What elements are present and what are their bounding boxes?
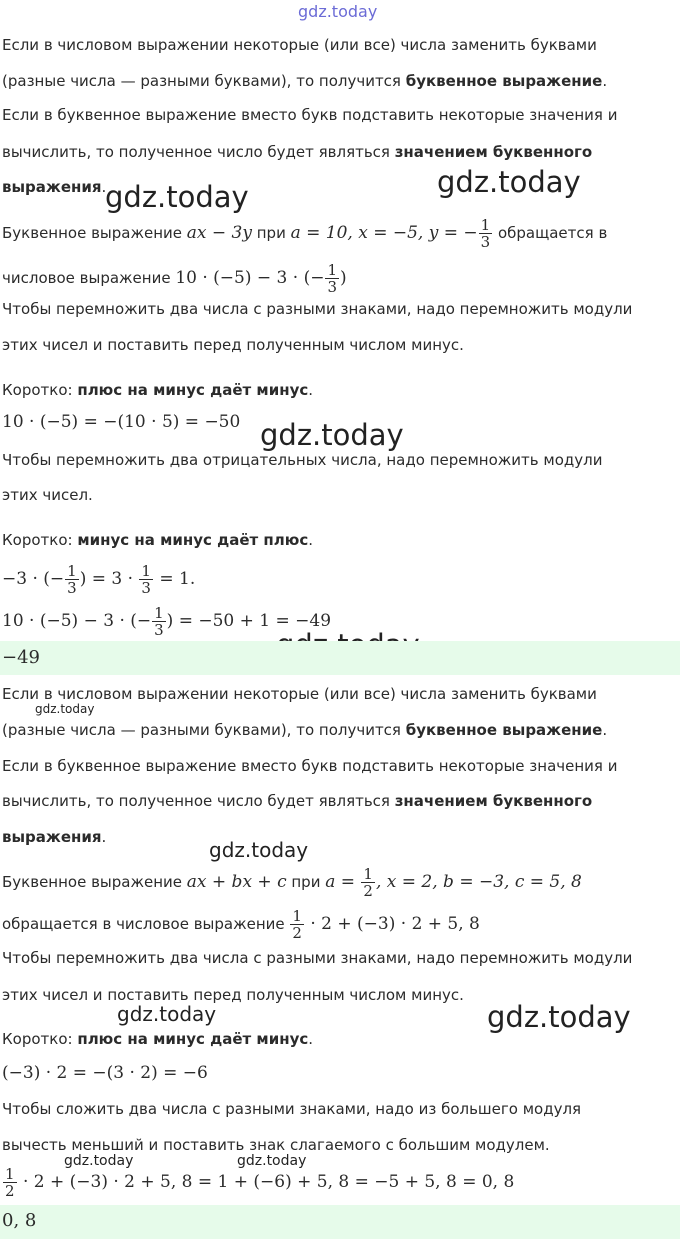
definition-line: Если в числовом выражении некоторые (или все) числа заменить буквами (2, 685, 597, 703)
example-line: Буквенное выражение ax + bx + c при a = $\frac{1}{2}$ , x = 2, b = −3, c = 5, 8 (2, 865, 582, 900)
answer-value: 0, 8 (2, 1210, 37, 1231)
answer-value: −49 (2, 647, 40, 668)
rule-line: Чтобы перемножить два отрицательных числа, надо перемножить модули (2, 451, 603, 469)
answer-box (0, 1205, 680, 1239)
watermark: gdz.today (64, 1153, 134, 1169)
fraction: $\frac{1}{2}$ (292, 907, 302, 942)
fraction: $\frac{1}{2}$ (363, 865, 373, 900)
calculation: (−3) · 2 = −(3 · 2) = −6 (2, 1063, 208, 1083)
definition-line: вычислить, то полученное число будет являться значением буквенного (2, 143, 593, 161)
rule-line: этих чисел и поставить перед полученным числом минус. (2, 986, 464, 1004)
calculation: $\frac{1}{2}$ · 2 + (−3) · 2 + 5, 8 = 1 + (−6) + 5, 8 = −5 + 5, 8 = 0, 8 (5, 1165, 515, 1200)
fraction: $\frac{1}{3}$ (154, 604, 164, 639)
calculation: 10 · (−5) − 3 · (− $\frac{1}{3}$ ) = −50 + 1 = −49 (2, 604, 332, 639)
watermark: gdz.today (260, 418, 404, 452)
example-line: обращается в числовое выражение $\frac{1}{2}$ · 2 + (−3) · 2 + 5, 8 (2, 907, 480, 942)
fraction: $\frac{1}{3}$ (327, 261, 337, 296)
definition-line: Если в буквенное выражение вместо букв подставить некоторые значения и (2, 757, 618, 775)
definition-line: Если в числовом выражении некоторые (или все) числа заменить буквами (2, 36, 597, 54)
watermark: gdz.today (437, 165, 581, 199)
definition-line: Если в буквенное выражение вместо букв подставить некоторые значения и (2, 106, 618, 124)
rule-line: Чтобы сложить два числа с разными знаками, надо из большего модуля (2, 1100, 582, 1118)
definition-line: выражения. (2, 828, 107, 846)
rule-line: Чтобы перемножить два числа с разными знаками, надо перемножить модули (2, 949, 633, 967)
watermark: gdz.today (487, 1000, 631, 1034)
rule-line: вычесть меньший и поставить знак слагаемого с большим модулем. (2, 1136, 550, 1154)
fraction: $\frac{1}{2}$ (5, 1165, 15, 1200)
watermark: gdz.today (209, 838, 309, 862)
rule-line: этих чисел. (2, 486, 93, 504)
fraction: $\frac{1}{3}$ (141, 562, 151, 597)
calculation: 10 · (−5) = −(10 · 5) = −50 (2, 412, 241, 432)
short-rule: Коротко: плюс на минус даёт минус. (2, 381, 314, 399)
watermark: gdz.today (105, 180, 249, 214)
short-rule: Коротко: минус на минус даёт плюс. (2, 531, 314, 549)
fraction: $\frac{1}{3}$ (480, 216, 491, 251)
definition-line: (разные числа — разными буквами), то получится буквенное выражение. (2, 721, 608, 739)
watermark: gdz.today (35, 702, 95, 716)
rule-line: этих чисел и поставить перед полученным числом минус. (2, 336, 464, 354)
example-line: числовое выражение 10 · (−5) − 3 · (− $\frac{1}{3}$ ) (2, 261, 347, 296)
rule-line: Чтобы перемножить два числа с разными знаками, надо перемножить модули (2, 300, 633, 318)
watermark: gdz.today (117, 1002, 217, 1026)
watermark-top: gdz.today (298, 2, 378, 21)
example-line: Буквенное выражение ax − 3y при a = 10, x = −5, y = − $\frac{1}{3}$ обращается в (2, 216, 608, 251)
definition-line: вычислить, то полученное число будет являться значением буквенного (2, 792, 593, 810)
fraction: $\frac{1}{3}$ (67, 562, 77, 597)
calculation: −3 · (− $\frac{1}{3}$ ) = 3 · $\frac{1}{3}$ = 1. (2, 562, 196, 597)
definition-line: выражения. (2, 178, 107, 196)
definition-line: (разные числа — разными буквами), то получится буквенное выражение. (2, 72, 608, 90)
short-rule: Коротко: плюс на минус даёт минус. (2, 1030, 314, 1048)
watermark: gdz.today (237, 1153, 307, 1169)
answer-box (0, 641, 680, 675)
